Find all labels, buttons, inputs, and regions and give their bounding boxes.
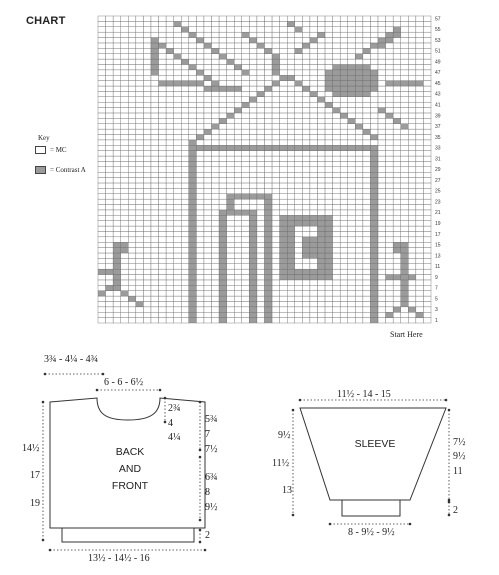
row-number: 45 [435, 80, 441, 87]
row-number: 43 [435, 91, 441, 98]
bf-neck-depth-3: 4¼ [168, 432, 181, 443]
row-number: 13 [435, 253, 441, 260]
bf-top-width: 3¾ - 4¼ - 4¾ [44, 354, 99, 365]
row-number: 3 [435, 307, 438, 314]
bf-neck-depth-2: 4 [168, 418, 173, 429]
bf-armhole-1: 5¾ [205, 414, 218, 425]
row-number: 47 [435, 70, 441, 77]
bf-armhole-3: 7½ [205, 444, 218, 455]
back-front-ribbing [62, 528, 194, 542]
sleeve-left-length-3: 13 [282, 485, 292, 496]
chart-title: CHART [26, 15, 66, 27]
bf-side-3: 9½ [205, 502, 218, 513]
key-label-mc: = MC [50, 146, 67, 154]
bf-length-3: 19 [30, 498, 40, 509]
bf-neck-depth-1: 2¾ [168, 403, 181, 414]
row-number: 11 [435, 264, 441, 271]
bf-neck-width: 6 - 6 - 6½ [104, 377, 144, 388]
sleeve-cuff [342, 500, 400, 516]
sleeve-label: SLEEVE [354, 438, 396, 450]
sleeve-right-length-1: 7½ [453, 437, 466, 448]
row-number: 17 [435, 231, 441, 238]
row-number: 51 [435, 48, 441, 55]
sleeve-cuff-length: 2 [453, 505, 458, 516]
row-number: 37 [435, 124, 441, 131]
row-number: 55 [435, 27, 441, 34]
row-number: 21 [435, 210, 441, 217]
start-here-label: Start Here [390, 330, 423, 339]
bf-side-1: 6¾ [205, 472, 218, 483]
row-number: 53 [435, 37, 441, 44]
sleeve-outline [300, 408, 446, 500]
row-number: 31 [435, 156, 441, 163]
sleeve-right-length-3: 11 [453, 466, 463, 477]
sleeve-left-length-1: 9½ [278, 430, 291, 441]
row-number: 39 [435, 113, 441, 120]
row-number: 57 [435, 16, 441, 23]
key-title: Key [38, 134, 50, 142]
row-number: 19 [435, 220, 441, 227]
sleeve-top-width: 11½ - 14 - 15 [337, 389, 391, 400]
row-number: 23 [435, 199, 441, 206]
key-label-contrast-a: = Contrast A [50, 166, 86, 174]
bf-bottom-width: 13½ - 14½ - 16 [88, 553, 150, 564]
row-number: 7 [435, 285, 438, 292]
row-number: 5 [435, 296, 438, 303]
bf-armhole-2: 7 [205, 429, 210, 440]
row-number: 41 [435, 102, 441, 109]
row-number: 9 [435, 274, 438, 281]
sleeve-right-length-2: 9½ [453, 451, 466, 462]
row-number: 25 [435, 188, 441, 195]
bf-side-2: 8 [205, 487, 210, 498]
back-front-label: BACK AND FRONT [111, 446, 149, 492]
row-number: 49 [435, 59, 441, 66]
sleeve-left-length-2: 11½ [272, 458, 290, 469]
bf-length-1: 14½ [22, 443, 40, 454]
row-number: 15 [435, 242, 441, 249]
row-number: 1 [435, 317, 438, 324]
sleeve-cuff-width: 8 - 9½ - 9½ [348, 527, 395, 538]
row-number: 27 [435, 177, 441, 184]
row-number: 33 [435, 145, 441, 152]
bf-length-2: 17 [30, 470, 40, 481]
bf-ribbing: 2 [205, 530, 210, 541]
row-number: 35 [435, 134, 441, 141]
row-number: 29 [435, 167, 441, 174]
